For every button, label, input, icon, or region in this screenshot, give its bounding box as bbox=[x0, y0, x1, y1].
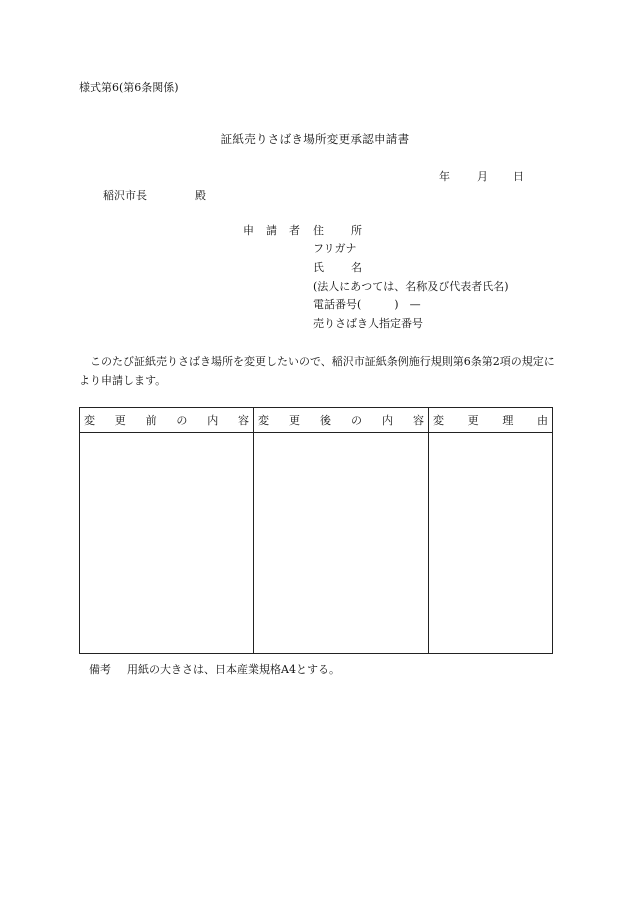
table-row bbox=[80, 433, 553, 654]
name-field[interactable] bbox=[313, 261, 362, 275]
addressee-honorific: 殿 bbox=[195, 189, 206, 202]
header-char: 容 bbox=[237, 414, 249, 427]
date-line bbox=[439, 170, 524, 184]
form-number: 様式第6(第6条関係) bbox=[79, 81, 179, 94]
header-after-change bbox=[254, 408, 429, 433]
header-char: 変 bbox=[258, 414, 269, 427]
header-char: 内 bbox=[207, 414, 219, 427]
header-char: 更 bbox=[114, 414, 126, 427]
after-change-cell[interactable] bbox=[254, 433, 429, 654]
page-title: 証紙売りさばき場所変更承認申請書 bbox=[220, 132, 410, 146]
date-month[interactable]: 月 bbox=[477, 170, 488, 183]
applicant-label-char: 申 bbox=[243, 224, 254, 237]
name-label-char: 名 bbox=[351, 261, 362, 274]
address-label-char: 所 bbox=[351, 224, 362, 237]
applicant-label-char: 者 bbox=[289, 224, 300, 237]
application-statement: このたび証紙売りさばき場所を変更したいので、稲沢市証紙条例施行規則第6条第2項の規定により申請します。 bbox=[79, 355, 555, 387]
furigana-field[interactable]: フリガナ bbox=[313, 242, 357, 255]
header-char: 変 bbox=[433, 414, 444, 427]
applicant-label-char: 請 bbox=[266, 224, 277, 237]
header-char: 後 bbox=[320, 414, 331, 427]
remarks-label: 備考 bbox=[89, 663, 111, 676]
header-char: 更 bbox=[467, 414, 479, 427]
seller-number-field[interactable]: 売りさばき人指定番号 bbox=[313, 317, 423, 330]
header-change-reason bbox=[429, 408, 553, 433]
phone-field[interactable]: 電話番号( ) — bbox=[313, 298, 421, 311]
change-table bbox=[79, 407, 553, 654]
before-change-cell[interactable] bbox=[80, 433, 254, 654]
header-char: 理 bbox=[502, 414, 514, 427]
header-before-change bbox=[80, 408, 254, 433]
header-char: 変 bbox=[84, 414, 95, 427]
corporation-note: (法人にあつては、名称及び代表者氏名) bbox=[313, 280, 509, 293]
addressee-mayor: 稲沢市長 bbox=[103, 189, 147, 202]
header-char: 更 bbox=[289, 414, 300, 427]
applicant-label bbox=[243, 224, 312, 238]
remarks-text: 用紙の大きさは、日本産業規格A4とする。 bbox=[127, 663, 340, 676]
date-year[interactable]: 年 bbox=[439, 170, 450, 183]
header-char: 容 bbox=[413, 414, 424, 427]
date-day[interactable]: 日 bbox=[513, 170, 524, 183]
table-header-row bbox=[80, 408, 553, 433]
header-char: 前 bbox=[145, 414, 157, 427]
header-char: の bbox=[351, 414, 362, 427]
header-char: の bbox=[176, 414, 188, 427]
name-label-char: 氏 bbox=[313, 261, 324, 274]
remarks bbox=[89, 663, 340, 677]
change-reason-cell[interactable] bbox=[429, 433, 553, 654]
address-field[interactable] bbox=[313, 224, 362, 238]
header-char: 内 bbox=[382, 414, 393, 427]
addressee bbox=[103, 189, 206, 203]
address-label-char: 住 bbox=[313, 224, 324, 237]
header-char: 由 bbox=[536, 414, 548, 427]
